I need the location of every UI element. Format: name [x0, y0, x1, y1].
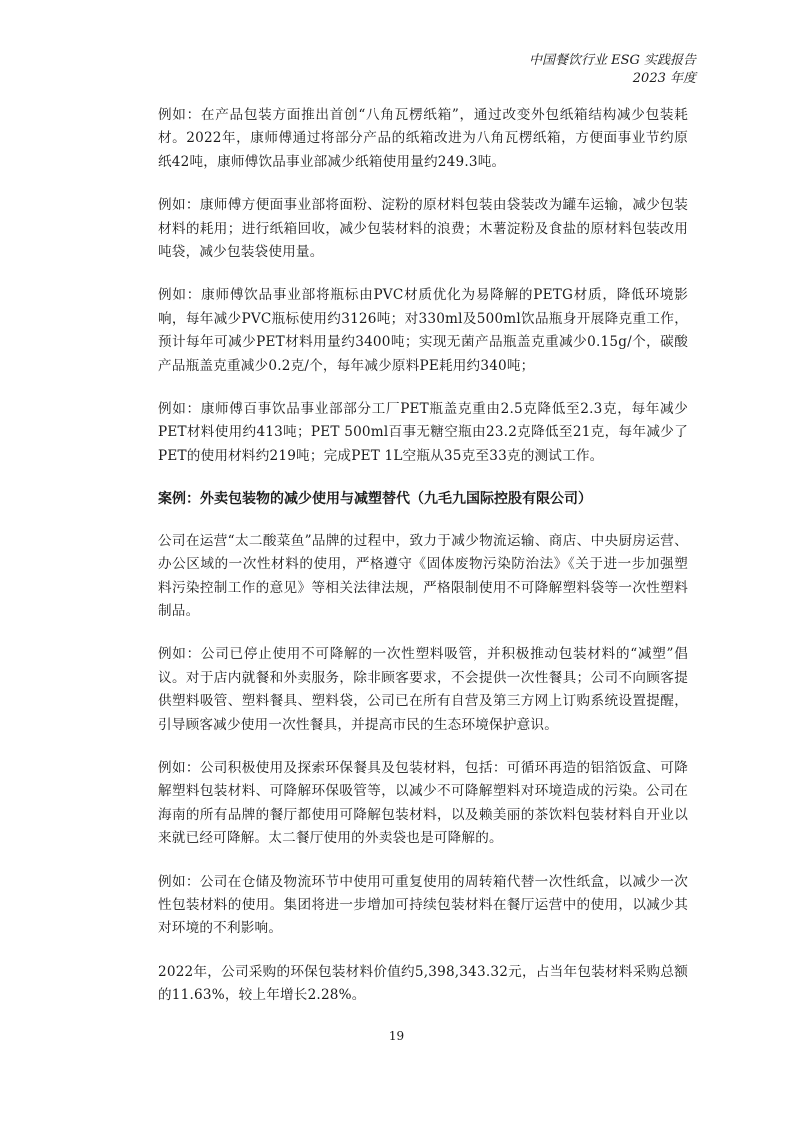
report-year: 2023 年度: [632, 71, 696, 86]
case-paragraph-intro: 公司在运营“太二酸菜鱼”品牌的过程中，致力于减少物流运输、商店、中央厨房运营、办公区域的一次性材料的使用，严格遵守《固体废物污染防治法》《关于进一步加强塑料污染控制工作的意见》等相关法律法规，严格限制使用不可降解塑料袋等一次性塑料制品。: [158, 532, 688, 619]
paragraph-noodle-packaging: 例如：康师傅方便面事业部将面粉、淀粉的原材料包装由袋装改为罐车运输，减少包装材料的耗用；进行纸箱回收，减少包装材料的浪费；木薯淀粉及食盐的原材料包装改用吨袋，减少包装袋使用量。: [158, 197, 688, 261]
case-paragraph-logistics: 例如：公司在仓储及物流环节中使用可重复使用的周转箱代替一次性纸盒，以减少一次性包装材料的使用。集团将进一步增加可持续包装材料在餐厅运营中的使用，以减少其对环境的不利影响。: [158, 873, 688, 937]
case-paragraph-eco-materials: 例如：公司积极使用及探索环保餐具及包装材料，包括：可循环再造的铝箔饭盒、可降解塑料包装材料、可降解环保吸管等，以减少不可降解塑料对环境造成的污染。公司在海南的所有品牌的餐厅都使用可降解包装材料，以及赖美丽的茶饮料包装材料自开业以来就已经可降解。太二餐厅使用的外卖袋也是可降解的。: [158, 759, 688, 847]
case-paragraph-straws: 例如：公司已停止使用不可降解的一次性塑料吸管，并积极推动包装材料的“减塑”倡议。对于店内就餐和外卖服务，除非顾客要求，不会提供一次性餐具；公司不向顾客提供塑料吸管、塑料餐具、塑料袋，公司已在所有自营及第三方网上订购系统设置提醒，引导顾客减少使用一次性餐具，并提高市民的生态环境保护意识。: [158, 646, 688, 733]
report-header: [529, 52, 696, 88]
paragraph-pepsi-bottles: 例如：康师傅百事饮品事业部部分工厂PET瓶盖克重由2.5克降低至2.3克，每年减少PET材料使用约413吨；PET 500ml百事无糖空瓶由23.2克降低至21克，每年减少了PET的使用材料约219吨；完成PET 1L空瓶从35克至33克的测试工作。: [158, 401, 688, 464]
paragraph-octagonal-carton: 例如：在产品包装方面推出首创“八角瓦楞纸箱”，通过改变外包纸箱结构减少包装耗材。2022年，康师傅通过将部分产品的纸箱改进为八角瓦楞纸箱，方便面事业节约原纸42吨，康师傅饮品事业部减少纸箱使用量约249.3吨。: [158, 107, 688, 170]
case-title: 案例：外卖包装物的减少使用与减塑替代（九毛九国际控股有限公司）: [158, 491, 592, 508]
paragraph-beverage-labels: 例如：康师傅饮品事业部将瓶标由PVC材质优化为易降解的PETG材质，降低环境影响，每年减少PVC瓶标使用约3126吨；对330ml及500ml饮品瓶身开展降克重工作，预计每年可减少PET材料用量约3400吨；实现无菌产品瓶盖克重减少0.15g/个，碳酸产品瓶盖克重减少0.2克/个，每年减少原料PE耗用约340吨；: [158, 287, 688, 374]
page-content: [158, 104, 688, 1028]
page-number: 19: [388, 1029, 405, 1043]
case-paragraph-procurement: 2022年，公司采购的环保包装材料价值约5,398,343.32元，占当年包装材料采购总额的11.63%，较上年增长2.28%。: [158, 963, 688, 1004]
report-title: 中国餐饮行业 ESG 实践报告: [528, 53, 696, 68]
